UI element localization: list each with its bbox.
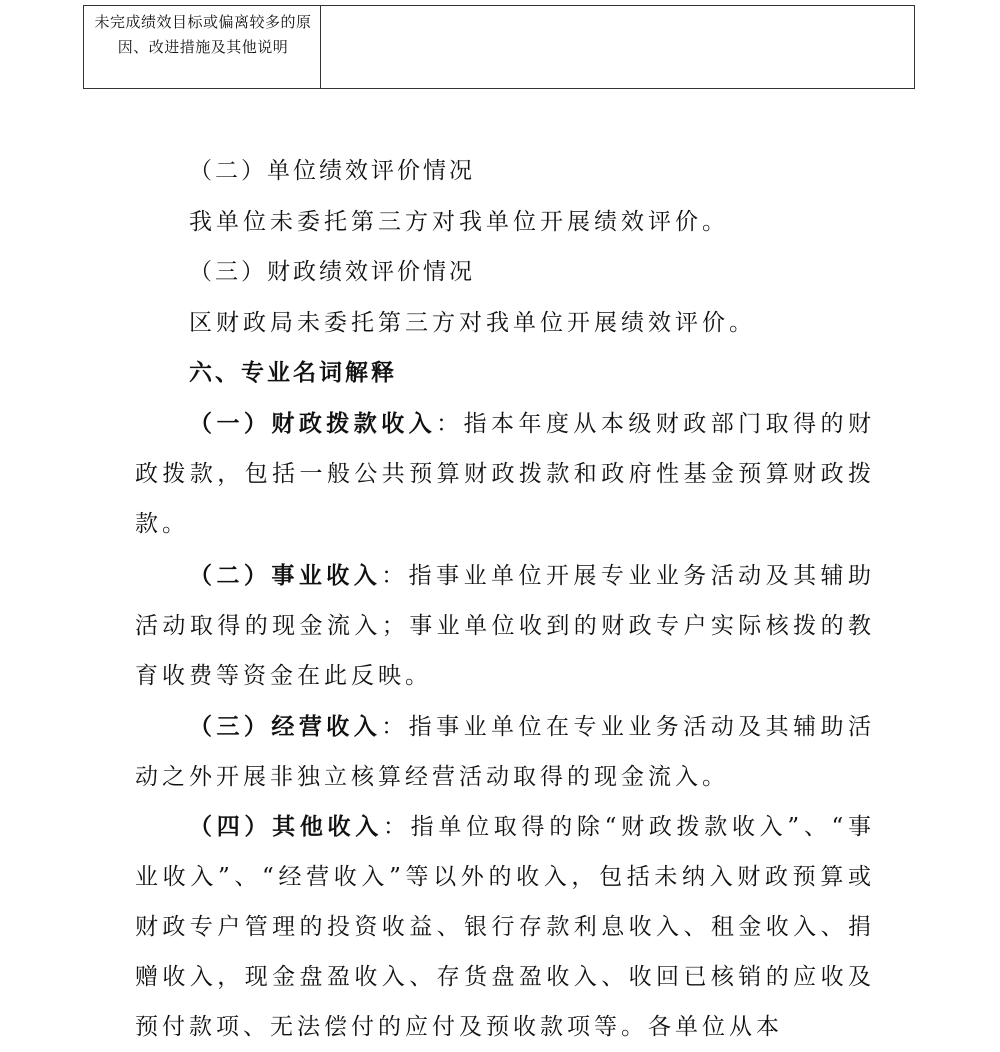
- finance-eval-text: 区财政局未委托第三方对我单位开展绩效评价。: [189, 310, 756, 336]
- term-definition: ：指事业单位开展专业业务活动及其辅助活动取得的现金流入；事业单位收到的财政专户实际核拨的教育收费等资金在此反映。: [135, 563, 876, 689]
- term-title: （三）经营收入: [189, 714, 382, 740]
- term-paragraph: [135, 802, 875, 1052]
- remarks-label-cell: 未完成绩效目标或偏离较多的原因、改进措施及其他说明: [84, 6, 321, 88]
- finance-eval-heading: （三）财政绩效评价情况: [189, 259, 475, 285]
- term-paragraph: [135, 399, 875, 549]
- term-definition: ：指本年度从本级财政部门取得的财政拨款，包括一般公共预算财政拨款和政府性基金预算财政拨款。: [135, 411, 876, 537]
- terms-heading: 六、专业名词解释: [189, 360, 397, 386]
- term-definition: ：指单位取得的除“财政拨款收入”、“事业收入”、“经营收入”等以外的收入，包括未纳入财政预算或财政专户管理的投资收益、银行存款利息收入、租金收入、捐赠收入，现金盘盈收入、存货盘盈收入、收回已核销的应收及预付款项、无法偿付的应付及预收款项等。各单位从本: [135, 814, 876, 1040]
- term-paragraph: [135, 702, 875, 802]
- term-paragraph: [135, 551, 875, 701]
- term-title: （二）事业收入: [189, 563, 382, 589]
- remarks-table: [83, 5, 915, 89]
- term-definition: ：指事业单位在专业业务活动及其辅助活动之外开展非独立核算经营活动取得的现金流入。: [135, 714, 876, 790]
- remarks-value-cell: [321, 6, 914, 88]
- term-title: （一）财政拨款收入: [189, 411, 437, 437]
- unit-eval-text: 我单位未委托第三方对我单位开展绩效评价。: [189, 209, 729, 235]
- term-title: （四）其他收入: [189, 814, 383, 840]
- unit-eval-heading: （二）单位绩效评价情况: [189, 158, 475, 184]
